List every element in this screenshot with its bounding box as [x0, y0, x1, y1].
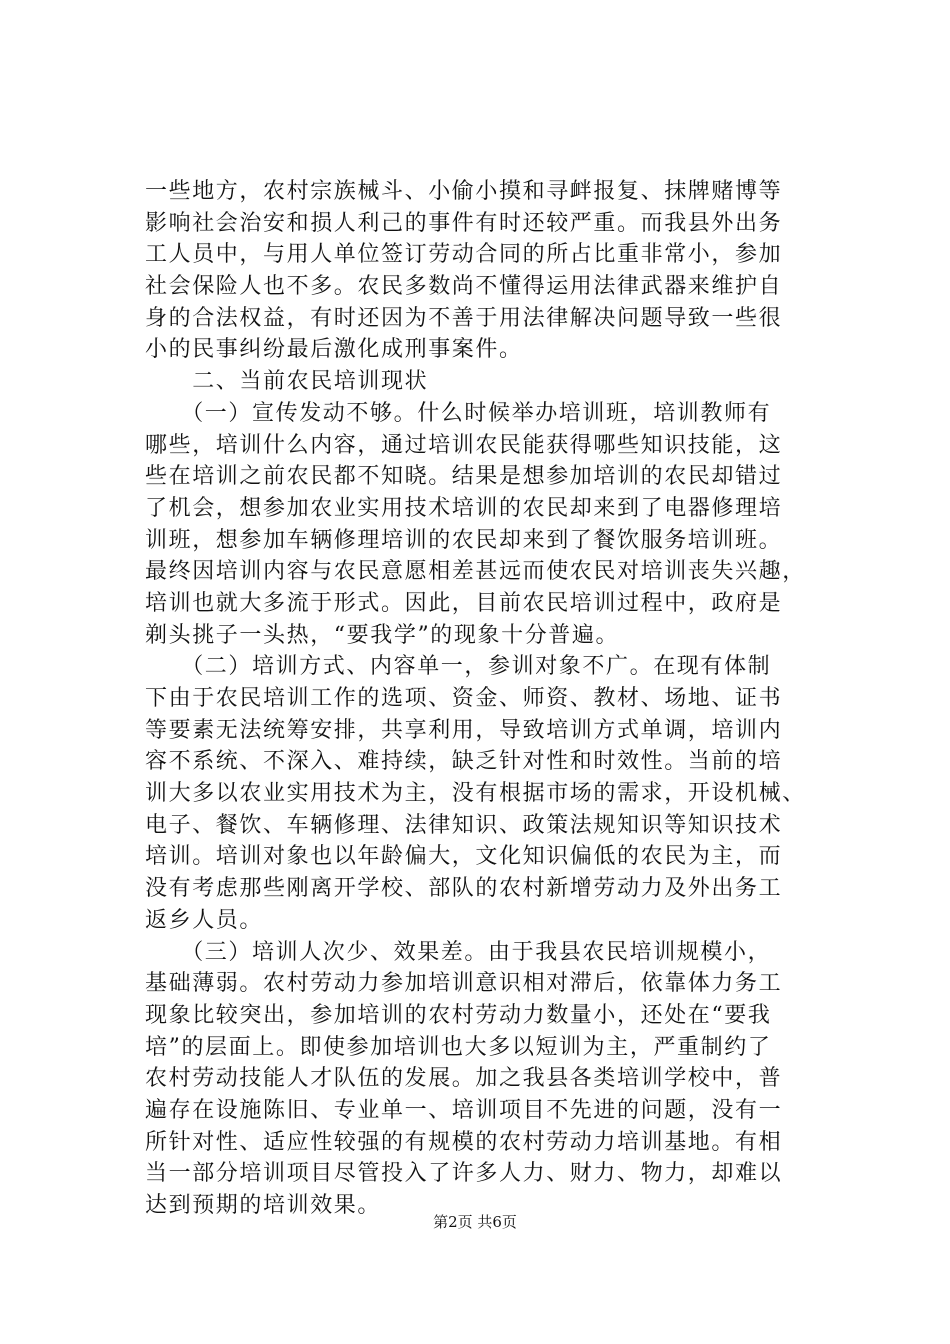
text-line: 达到预期的培训效果。: [145, 1193, 382, 1218]
text-line: （二）培训方式、内容单一，参训对象不广。在现有体制: [145, 654, 772, 680]
text-line: 容不系统、不深入、难持续，缺乏针对性和时效性。当前的培: [145, 749, 783, 775]
text-line: 电子、餐饮、车辆修理、法律知识、政策法规知识等知识技术: [145, 812, 783, 838]
text-line: 二、当前农民培训现状: [145, 369, 429, 395]
text-line: 现象比较突出，参加培训的农村劳动力数量小，还处在“要我: [145, 1002, 772, 1028]
text-line: （一）宣传发动不够。什么时候举办培训班，培训教师有: [145, 400, 772, 426]
text-line: 身的合法权益，有时还因为不善于用法律解决问题导致一些很: [145, 305, 783, 331]
text-line: 剃头挑子一头热，“要我学”的现象十分普遍。: [145, 622, 620, 648]
text-line: 小的民事纠纷最后激化成刑事案件。: [145, 337, 523, 363]
text-line: 了机会，想参加农业实用技术培训的农民却来到了电器修理培: [145, 495, 783, 521]
text-line: 等要素无法统筹安排，共享利用，导致培训方式单调，培训内: [145, 717, 783, 743]
text-line: 一些地方，农村宗族械斗、小偷小摸和寻衅报复、抹牌赌博等: [145, 179, 783, 204]
text-line: 当一部分培训项目尽管投入了许多人力、财力、物力，却难以: [145, 1161, 783, 1187]
text-line: （三）培训人次少、效果差。由于我县农民培训规模小，: [145, 939, 772, 965]
text-line: 返乡人员。: [145, 907, 264, 933]
text-line: 训大多以农业实用技术为主，没有根据市场的需求，开设机械、: [145, 781, 806, 807]
text-line: 工人员中，与用人单位签订劳动合同的所占比重非常小，参加: [145, 242, 783, 268]
page-footer: 第2页 共6页: [433, 1213, 517, 1231]
text-line: 农村劳动技能人才队伍的发展。加之我县各类培训学校中，普: [145, 1066, 783, 1092]
text-line: 培”的层面上。即使参加培训也大多以短训为主，严重制约了: [145, 1034, 772, 1060]
text-line: 训班，想参加车辆修理培训的农民却来到了餐饮服务培训班。: [145, 527, 783, 553]
text-line: 基础薄弱。农村劳动力参加培训意识相对滞后，依靠体力务工: [145, 971, 783, 997]
text-line: 所针对性、适应性较强的有规模的农村劳动力培训基地。有相: [145, 1129, 783, 1155]
text-line: 培训。培训对象也以年龄偏大，文化知识偏低的农民为主，而: [145, 844, 783, 870]
text-line: 培训也就大多流于形式。因此，目前农民培训过程中，政府是: [145, 590, 783, 616]
text-line: 下由于农民培训工作的选项、资金、师资、教材、场地、证书: [145, 686, 783, 711]
text-line: 社会保险人也不多。农民多数尚不懂得运用法律武器来维护自: [145, 274, 783, 300]
text-line: 些在培训之前农民都不知晓。结果是想参加培训的农民却错过: [145, 464, 783, 490]
text-line: 没有考虑那些刚离开学校、部队的农村新增劳动力及外出务工: [145, 876, 783, 902]
text-line: 影响社会治安和损人利己的事件有时还较严重。而我县外出务: [145, 210, 783, 236]
text-line: 哪些，培训什么内容，通过培训农民能获得哪些知识技能，这: [145, 432, 783, 458]
body-text: [145, 176, 825, 1222]
text-line: 最终因培训内容与农民意愿相差甚远而使农民对培训丧失兴趣，: [145, 559, 806, 585]
text-line: 遍存在设施陈旧、专业单一、培训项目不先进的问题，没有一: [145, 1097, 783, 1123]
